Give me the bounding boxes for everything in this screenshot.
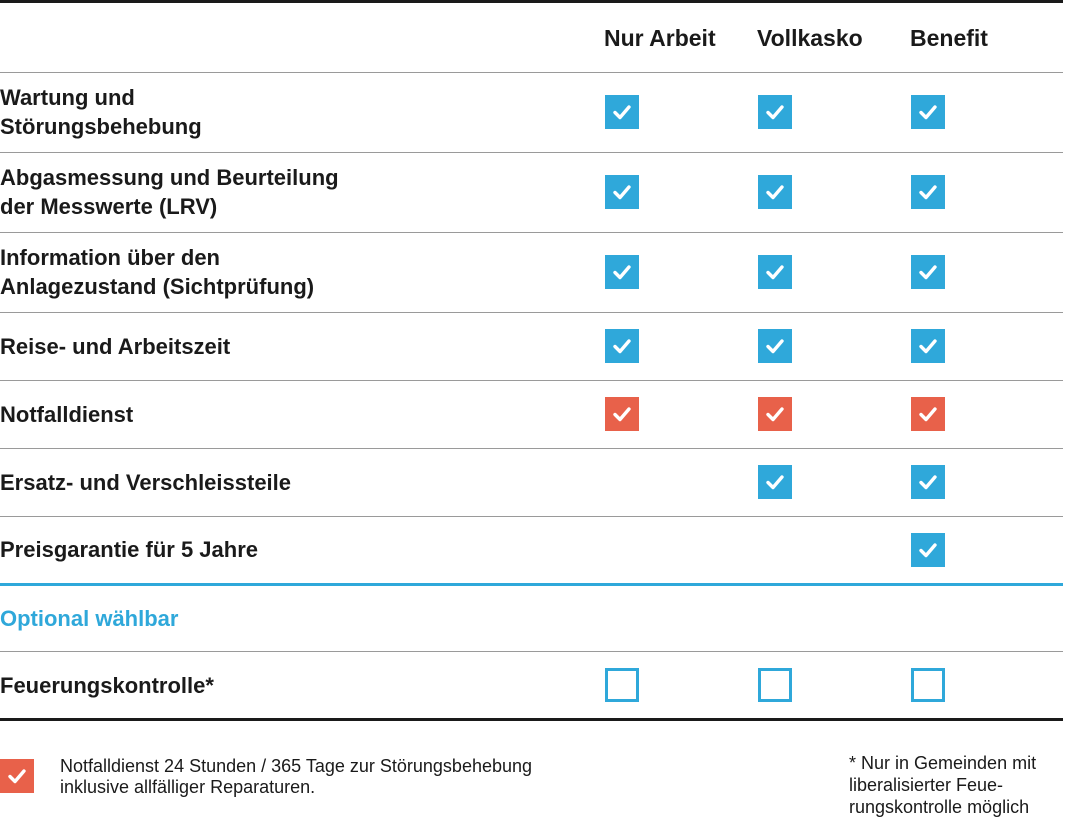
row-label-text: Ersatz- und Verschleissteile xyxy=(0,469,292,495)
blue-check-icon xyxy=(911,329,945,363)
column-header: Benefit xyxy=(910,25,988,51)
row-label xyxy=(0,152,420,232)
row-label-text: Preisgarantie für 5 Jahre xyxy=(0,537,259,562)
optional-heading-text: Optional wählbar xyxy=(0,606,179,631)
blue-check-icon xyxy=(605,255,639,289)
row-label xyxy=(0,232,420,312)
red-check-icon xyxy=(758,397,792,431)
empty-checkbox-icon[interactable] xyxy=(605,668,639,702)
table-bottom-rule xyxy=(0,718,1063,721)
blue-check-icon xyxy=(758,95,792,129)
blue-check-icon xyxy=(758,329,792,363)
blue-check-icon xyxy=(758,255,792,289)
row-label xyxy=(0,516,420,583)
blue-check-icon xyxy=(605,329,639,363)
empty-checkbox-icon[interactable] xyxy=(758,668,792,702)
legend-text: Notfalldienst 24 Stunden / 365 Tage zur Störungsbehebung inklusive allfälliger Reparaturen. xyxy=(60,756,533,797)
optional-heading xyxy=(0,586,420,651)
blue-check-icon xyxy=(758,175,792,209)
red-check-icon xyxy=(911,397,945,431)
legend-check-icon xyxy=(0,759,34,793)
row-label-text: Notfalldienst xyxy=(0,401,134,427)
asterisk-note: * Nur in Gemeinden mit liberalisierter Feue- rungskontrolle möglich xyxy=(849,753,1037,817)
blue-check-icon xyxy=(911,533,945,567)
blue-check-icon xyxy=(911,95,945,129)
row-label-text: Feuerungskontrolle* xyxy=(0,672,214,698)
blue-check-icon xyxy=(911,465,945,499)
table-top-rule xyxy=(0,0,1063,3)
row-label xyxy=(0,652,420,718)
row-label-text: Information über den Anlagezustand (Sichtprüfung) xyxy=(0,245,315,299)
row-label-text: Reise- und Arbeitszeit xyxy=(0,333,231,359)
row-label xyxy=(0,312,420,380)
row-label xyxy=(0,448,420,516)
column-header: Vollkasko xyxy=(757,25,863,51)
row-label-text: Abgasmessung und Beurteilung der Messwerte (LRV) xyxy=(0,165,339,219)
row-label-text: Wartung und Störungsbehebung xyxy=(0,85,202,139)
empty-checkbox-icon[interactable] xyxy=(911,668,945,702)
blue-check-icon xyxy=(911,255,945,289)
column-header: Nur Arbeit xyxy=(604,25,716,51)
red-check-icon xyxy=(605,397,639,431)
blue-check-icon xyxy=(911,175,945,209)
blue-check-icon xyxy=(605,95,639,129)
blue-check-icon xyxy=(605,175,639,209)
blue-check-icon xyxy=(758,465,792,499)
row-label xyxy=(0,72,420,152)
row-label xyxy=(0,380,420,448)
